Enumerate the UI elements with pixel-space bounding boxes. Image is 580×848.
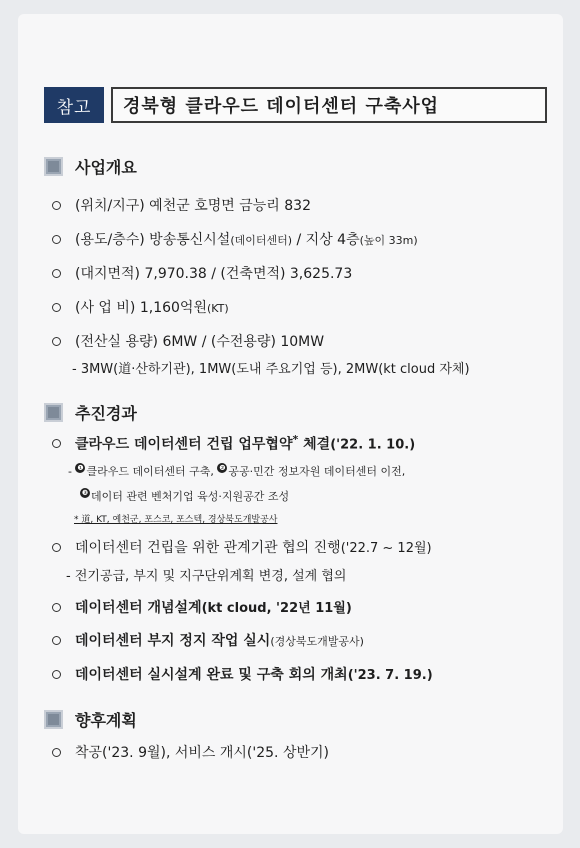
progress-concept-design: 데이터센터 개념설계(kt cloud, '22년 11월) [52, 597, 352, 617]
document-title: 경북형 클라우드 데이터센터 구축사업 [111, 87, 547, 123]
circle-bullet-icon [52, 543, 61, 552]
circle-bullet-icon [52, 337, 61, 346]
progress-mou: 클라우드 데이터센터 건립 업무협약* 체결('22. 1. 10.) [52, 433, 415, 454]
plan-schedule: 착공('23. 9월), 서비스 개시('25. 상반기) [52, 742, 329, 762]
overview-area: (대지면적) 7,970.38 / (건축면적) 3,625.73 [52, 263, 352, 283]
section-plan-heading [44, 708, 137, 731]
overview-usage: (용도/층수) 방송통신시설(데이터센터) / 지상 4층(높이 33m) [52, 229, 418, 249]
circle-bullet-icon [52, 201, 61, 210]
section-title: 사업개요 [75, 158, 137, 177]
header [44, 87, 547, 123]
progress-consultation: 데이터센터 건립을 위한 관계기관 협의 진행('22.7 ~ 12월) [52, 537, 432, 557]
circle-bullet-icon [52, 603, 61, 612]
overview-location: (위치/지구) 예천군 호명면 금능리 832 [52, 195, 311, 215]
square-bullet-icon [44, 157, 63, 176]
section-progress-heading [44, 401, 137, 424]
circle-bullet-icon [52, 439, 61, 448]
reference-tag: 참고 [44, 87, 104, 123]
progress-mou-detail-1: - ❶ 클라우드 데이터센터 구축, ❷ 공공·민간 정보자원 데이터센터 이전, [68, 464, 406, 478]
overview-budget: (사 업 비) 1,160억원(KT) [52, 297, 229, 317]
overview-capacity: (전산실 용량) 6MW / (수전용량) 10MW [52, 331, 324, 351]
circle-bullet-icon [52, 269, 61, 278]
circle-bullet-icon [52, 303, 61, 312]
section-title: 추진경과 [75, 404, 137, 423]
circle-bullet-icon [52, 636, 61, 645]
progress-mou-note: * 道, KT, 예천군, 포스코, 포스텍, 경상북도개발공사 [74, 515, 278, 525]
circle-bullet-icon [52, 748, 61, 757]
square-bullet-icon [44, 403, 63, 422]
progress-mou-detail-2: ❸ 데이터 관련 벤처기업 육성·지원공간 조성 [81, 489, 290, 503]
circle-bullet-icon [52, 670, 61, 679]
section-overview-heading [44, 155, 137, 178]
progress-consultation-detail: - 전기공급, 부지 및 지구단위계획 변경, 설계 협의 [66, 569, 347, 584]
number-1-icon: ❶ [77, 464, 84, 472]
circle-bullet-icon [52, 235, 61, 244]
progress-detailed-design: 데이터센터 실시설계 완료 및 구축 회의 개최('23. 7. 19.) [52, 664, 433, 684]
number-2-icon: ❷ [219, 464, 226, 472]
number-3-icon: ❸ [81, 489, 89, 497]
overview-capacity-detail: - 3MW(道·산하기관), 1MW(도내 주요기업 등), 2MW(kt cloud 자체) [72, 362, 470, 377]
square-bullet-icon [44, 710, 63, 729]
progress-site-preparation: 데이터센터 부지 정지 작업 실시(경상북도개발공사) [52, 630, 364, 650]
section-title: 향후계획 [75, 711, 137, 730]
